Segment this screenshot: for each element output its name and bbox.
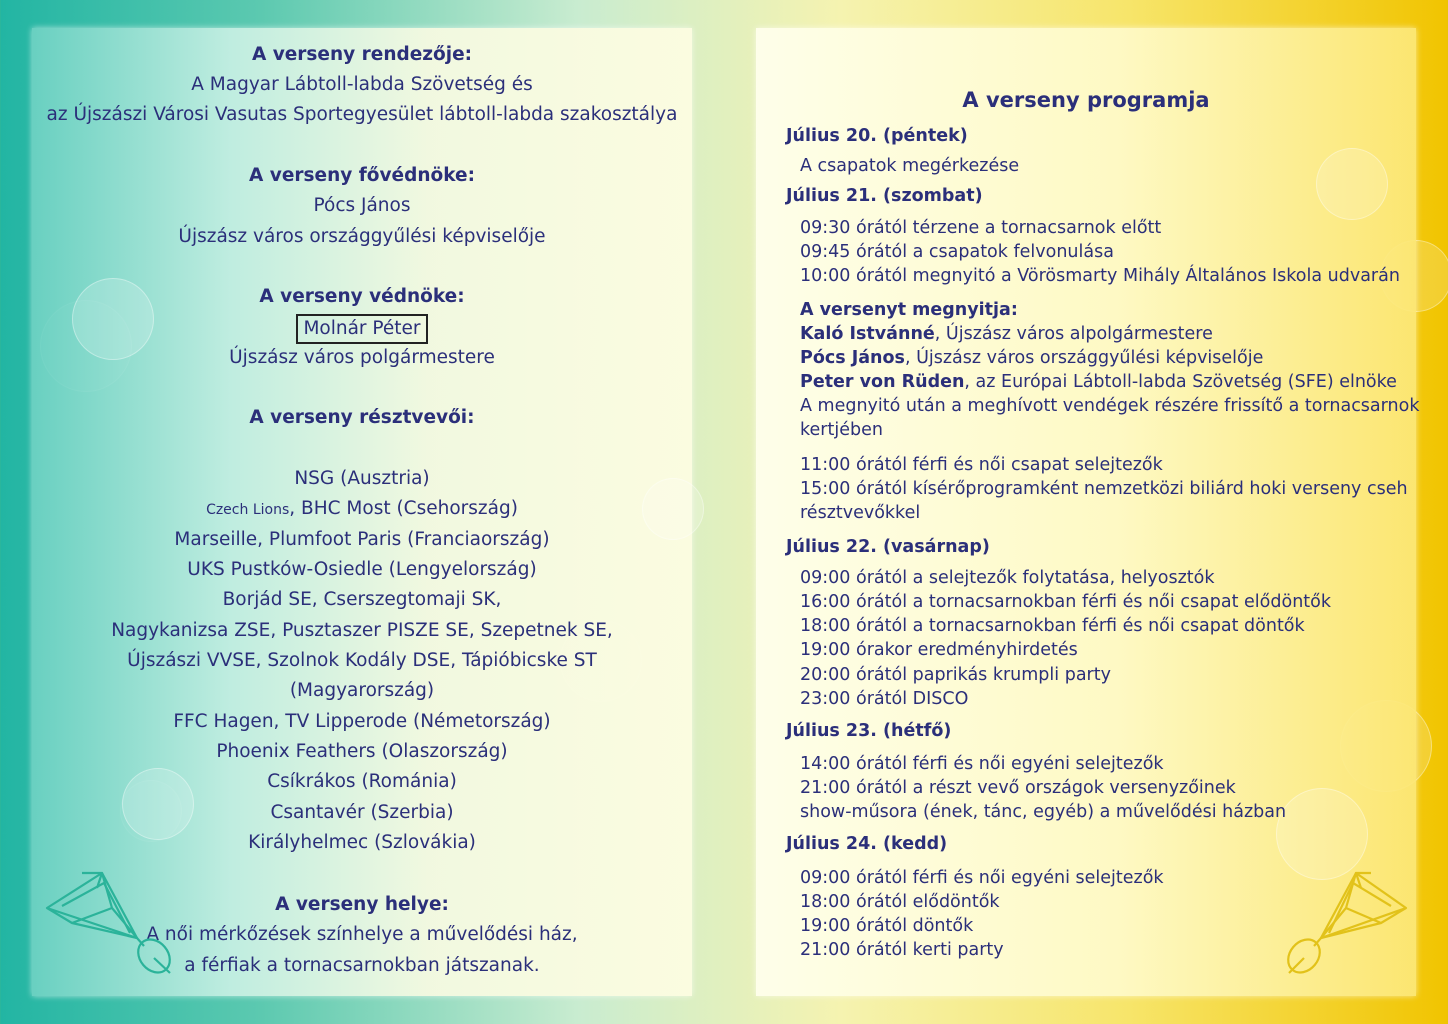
- participant-item: NSG (Ausztria): [294, 468, 430, 489]
- participant-item: Borjád SE, Cserszegtomaji SK,: [222, 589, 502, 610]
- program-item: 09:00 órától a selejtezők folytatása, helyosztók: [800, 568, 1215, 588]
- opener-line: [800, 324, 1213, 344]
- opener-name: Pócs János: [800, 348, 905, 368]
- opener-name: Peter von Rüden: [800, 372, 965, 392]
- program-item: kertjében: [800, 420, 883, 440]
- day-heading: Július 22. (vasárnap): [786, 537, 990, 557]
- program-item: 14:00 órától férfi és női egyéni selejtezők: [800, 754, 1164, 774]
- program-item: 21:00 órától a részt vevő országok versenyzőinek: [800, 778, 1236, 798]
- participant-item: BHC Most (Csehország): [301, 498, 518, 519]
- left-page: [32, 28, 692, 996]
- program-item: 09:00 órától férfi és női egyéni selejtezők: [800, 868, 1164, 888]
- program-item: A csapatok megérkezése: [800, 156, 1020, 176]
- organizer-line-2: az Újszászi Városi Vasutas Sportegyesület lábtoll-labda szakosztálya: [46, 104, 678, 125]
- program-title: A verseny programja: [962, 88, 1210, 112]
- program-item: 18:00 órától a tornacsarnokban férfi és női csapat döntők: [800, 616, 1305, 636]
- opener-line: [800, 372, 1397, 392]
- protector-name: Molnár Péter: [296, 314, 427, 344]
- participant-item: Királyhelmec (Szlovákia): [248, 832, 476, 853]
- patron-heading: A verseny fővédnöke:: [249, 165, 475, 186]
- program-item: 10:00 órától megnyitó a Vörösmarty Mihály Általános Iskola udvarán: [800, 266, 1400, 286]
- participants-heading: A verseny résztvevői:: [249, 407, 475, 428]
- opening-heading: A versenyt megnyitja:: [800, 300, 1018, 320]
- shuttlecock-icon: [1271, 868, 1411, 983]
- opener-role: , az Európai Lábtoll-labda Szövetség (SFE) elnöke: [964, 372, 1397, 392]
- participant-item: (Magyarország): [289, 680, 435, 701]
- protector-name-row: [32, 314, 692, 344]
- opener-role: , Újszász város országgyűlési képviselője: [904, 348, 1264, 368]
- participant-item: Phoenix Feathers (Olaszország): [216, 741, 508, 762]
- program-item: 16:00 órától a tornacsarnokban férfi és női csapat elődöntők: [800, 592, 1331, 612]
- participant-item: Marseille, Plumfoot Paris (Franciaország): [174, 529, 550, 550]
- participant-item: Csíkrákos (Románia): [267, 771, 457, 792]
- participant-item: Csantavér (Szerbia): [270, 802, 454, 823]
- opener-line: [800, 348, 1263, 368]
- participant-item: Nagykanizsa ZSE, Pusztaszer PISZE SE, Szepetnek SE,: [111, 620, 613, 641]
- day-heading: Július 20. (péntek): [786, 126, 968, 146]
- venue-line-1: A női mérkőzések színhelye a művelődési ház,: [146, 924, 578, 945]
- organizer-line-1: A Magyar Lábtoll-labda Szövetség és: [191, 74, 533, 95]
- day-heading: Július 24. (kedd): [786, 834, 948, 854]
- participant-prefix: Czech Lions: [206, 502, 290, 518]
- program-item: 23:00 órától DISCO: [800, 689, 969, 709]
- program-item: 19:00 órakor eredményhirdetés: [800, 640, 1078, 660]
- program-item: 21:00 órától kerti party: [800, 940, 1004, 960]
- program-item: 19:00 órától döntők: [800, 916, 974, 936]
- program-item: résztvevőkkel: [800, 503, 921, 523]
- program-item: A megnyitó után a meghívott vendégek részére frissítő a tornacsarnok: [800, 396, 1420, 416]
- program-item: 15:00 órától kísérőprogramként nemzetközi biliárd hoki verseny cseh: [800, 479, 1408, 499]
- protector-title: Újszász város polgármestere: [229, 347, 495, 368]
- participant-separator: ,: [289, 498, 302, 519]
- participant-item-czech: [32, 498, 692, 519]
- participant-item: UKS Pustków-Osiedle (Lengyelország): [187, 559, 537, 580]
- day-heading: Július 21. (szombat): [786, 186, 983, 206]
- right-page: [756, 28, 1420, 996]
- program-item: 09:45 órától a csapatok felvonulása: [800, 242, 1114, 262]
- protector-heading: A verseny védnöke:: [259, 286, 465, 307]
- patron-name: Pócs János: [313, 195, 411, 216]
- organizer-heading: A verseny rendezője:: [251, 44, 473, 65]
- program-item: 20:00 órától paprikás krumpli party: [800, 665, 1111, 685]
- program-item: show-műsora (ének, tánc, egyéb) a művelődési házban: [800, 802, 1287, 822]
- venue-line-2: a férfiak a tornacsarnokban játszanak.: [184, 955, 540, 976]
- participant-item: Újszászi VVSE, Szolnok Kodály DSE, Tápióbicske ST: [127, 650, 597, 671]
- opener-role: , Újszász város alpolgármestere: [934, 324, 1213, 344]
- program-item: 09:30 órától térzene a tornacsarnok előtt: [800, 218, 1162, 238]
- shuttlecock-icon: [42, 868, 192, 983]
- program-item: 11:00 órától férfi és női csapat selejtezők: [800, 455, 1163, 475]
- program-item: 18:00 órától elődöntők: [800, 892, 1000, 912]
- participant-item: FFC Hagen, TV Lipperode (Németország): [173, 711, 551, 732]
- patron-title: Újszász város országgyűlési képviselője: [178, 226, 546, 247]
- bokeh-circle: [1316, 148, 1388, 220]
- bokeh-circle: [1276, 788, 1368, 880]
- venue-heading: A verseny helye:: [275, 894, 449, 915]
- opener-name: Kaló Istvánné: [800, 324, 935, 344]
- day-heading: Július 23. (hétfő): [786, 721, 952, 741]
